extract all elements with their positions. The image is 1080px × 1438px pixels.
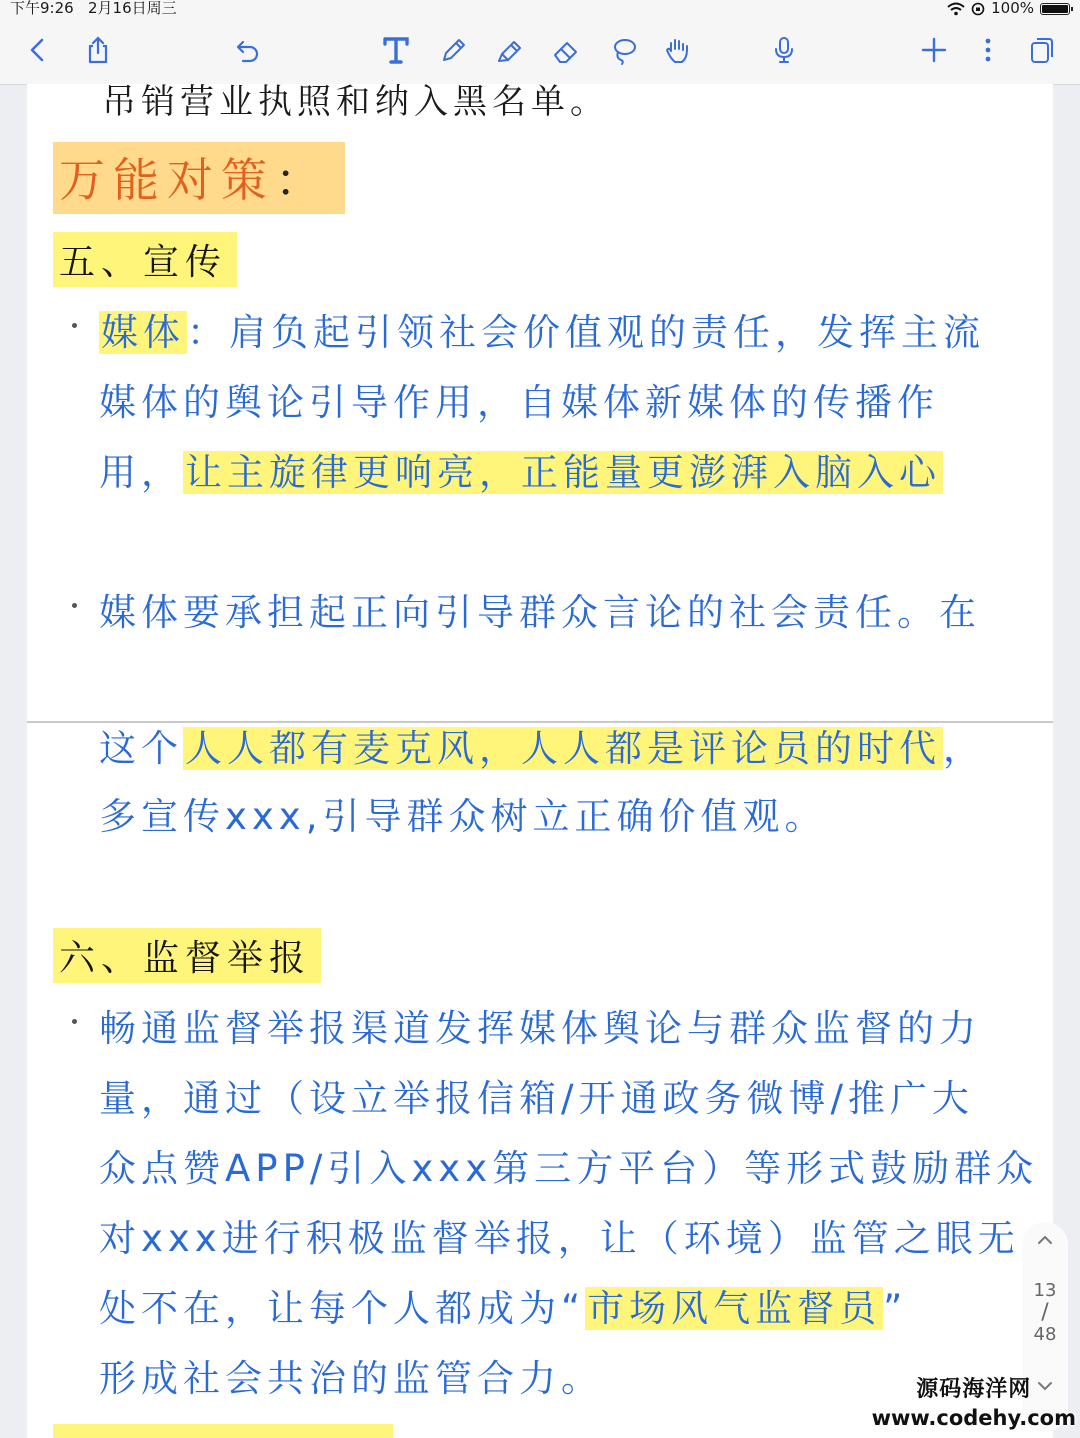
paragraph-media-line-2: 媒体的舆论引导作用，自媒体新媒体的传播作 <box>99 381 939 424</box>
paragraph-media-line-3: 用，让主旋律更响亮，正能量更澎湃入脑入心 <box>99 451 941 494</box>
eraser-icon[interactable] <box>546 30 586 70</box>
bullet-dot <box>72 323 77 328</box>
pen-icon[interactable] <box>434 30 474 70</box>
paragraph-responsibility-line-3: 多宣传xxx,引导群众树立正确价值观。 <box>99 795 827 838</box>
highlighter-icon[interactable] <box>490 30 530 70</box>
undo-icon[interactable] <box>226 30 266 70</box>
paragraph-supervision-line-5: 处不在，让每个人都成为“市场风气监督员” <box>99 1287 908 1330</box>
note-page[interactable] <box>27 84 1053 1438</box>
status-time: 下午9:26 2月16日周三 <box>10 0 177 17</box>
highlight-market-supervisor: 市场风气监督员 <box>587 1287 882 1330</box>
pages-icon[interactable] <box>1022 30 1062 70</box>
bullet-dot <box>72 1019 77 1024</box>
media-label: 媒体 <box>101 311 185 354</box>
paragraph-supervision-line-1: 畅通监督举报渠道发挥媒体舆论与群众监督的力 <box>99 1007 981 1050</box>
status-right <box>947 0 1070 17</box>
current-page: 13 <box>1033 1280 1057 1301</box>
highlight-main-melody: 让主旋律更响亮，正能量更澎湃入脑入心 <box>185 451 941 494</box>
status-bar <box>0 0 1080 18</box>
lasso-icon[interactable] <box>604 30 644 70</box>
orientation-lock-icon <box>971 2 985 16</box>
share-icon[interactable] <box>78 30 118 70</box>
paragraph-supervision-line-3: 众点赞APP/引入xxx第三方平台）等形式鼓励群众 <box>99 1147 1039 1190</box>
paragraph-supervision-line-6: 形成社会共治的监管合力。 <box>99 1357 603 1400</box>
cut-off-line: 吊销营业执照和纳入黑名单。 <box>102 84 609 122</box>
bullet-dot <box>72 603 77 608</box>
highlight-microphone-era: 人人都有麦克风，人人都是评论员的时代 <box>185 727 941 770</box>
section-heading-supervision: 六、监督举报 <box>53 928 321 983</box>
battery-percent: 100% <box>991 0 1034 17</box>
total-pages: 48 <box>1033 1324 1057 1345</box>
add-icon[interactable] <box>914 30 954 70</box>
page-number <box>1034 1280 1057 1346</box>
battery-icon <box>1040 3 1070 15</box>
watermark-line-1: 源码海洋网 <box>916 1377 1032 1402</box>
paragraph-responsibility-line-2: 这个人人都有麦克风，人人都是评论员的时代， <box>99 727 985 770</box>
paragraph-media-line-1: 媒体：肩负起引领社会价值观的责任，发挥主流 <box>101 311 985 354</box>
watermark-line-2: www.codehy.com <box>871 1406 1076 1430</box>
back-icon[interactable] <box>18 30 58 70</box>
hand-icon[interactable] <box>658 30 698 70</box>
chevron-up-icon[interactable] <box>1035 1230 1055 1250</box>
microphone-icon[interactable] <box>764 30 804 70</box>
site-watermark <box>872 1376 1076 1432</box>
text-tool-icon[interactable] <box>376 30 416 70</box>
paragraph-supervision-line-4: 对xxx进行积极监督举报，让（环境）监管之眼无 <box>99 1217 1020 1260</box>
paragraph-responsibility-line-1: 媒体要承担起正向引导群众言论的社会责任。在 <box>99 591 981 634</box>
section-heading-publicity: 五、宣传 <box>53 232 237 287</box>
next-section-heading-cutoff <box>53 1424 393 1438</box>
wifi-icon <box>947 2 965 16</box>
heading-universal-countermeasures: 万能对策： <box>53 142 345 214</box>
paragraph-supervision-line-2: 量，通过（设立举报信箱/开通政务微博/推广大 <box>99 1077 974 1120</box>
toolbar <box>0 18 1080 85</box>
page-separator: / <box>1041 1300 1049 1325</box>
more-icon[interactable] <box>968 30 1008 70</box>
